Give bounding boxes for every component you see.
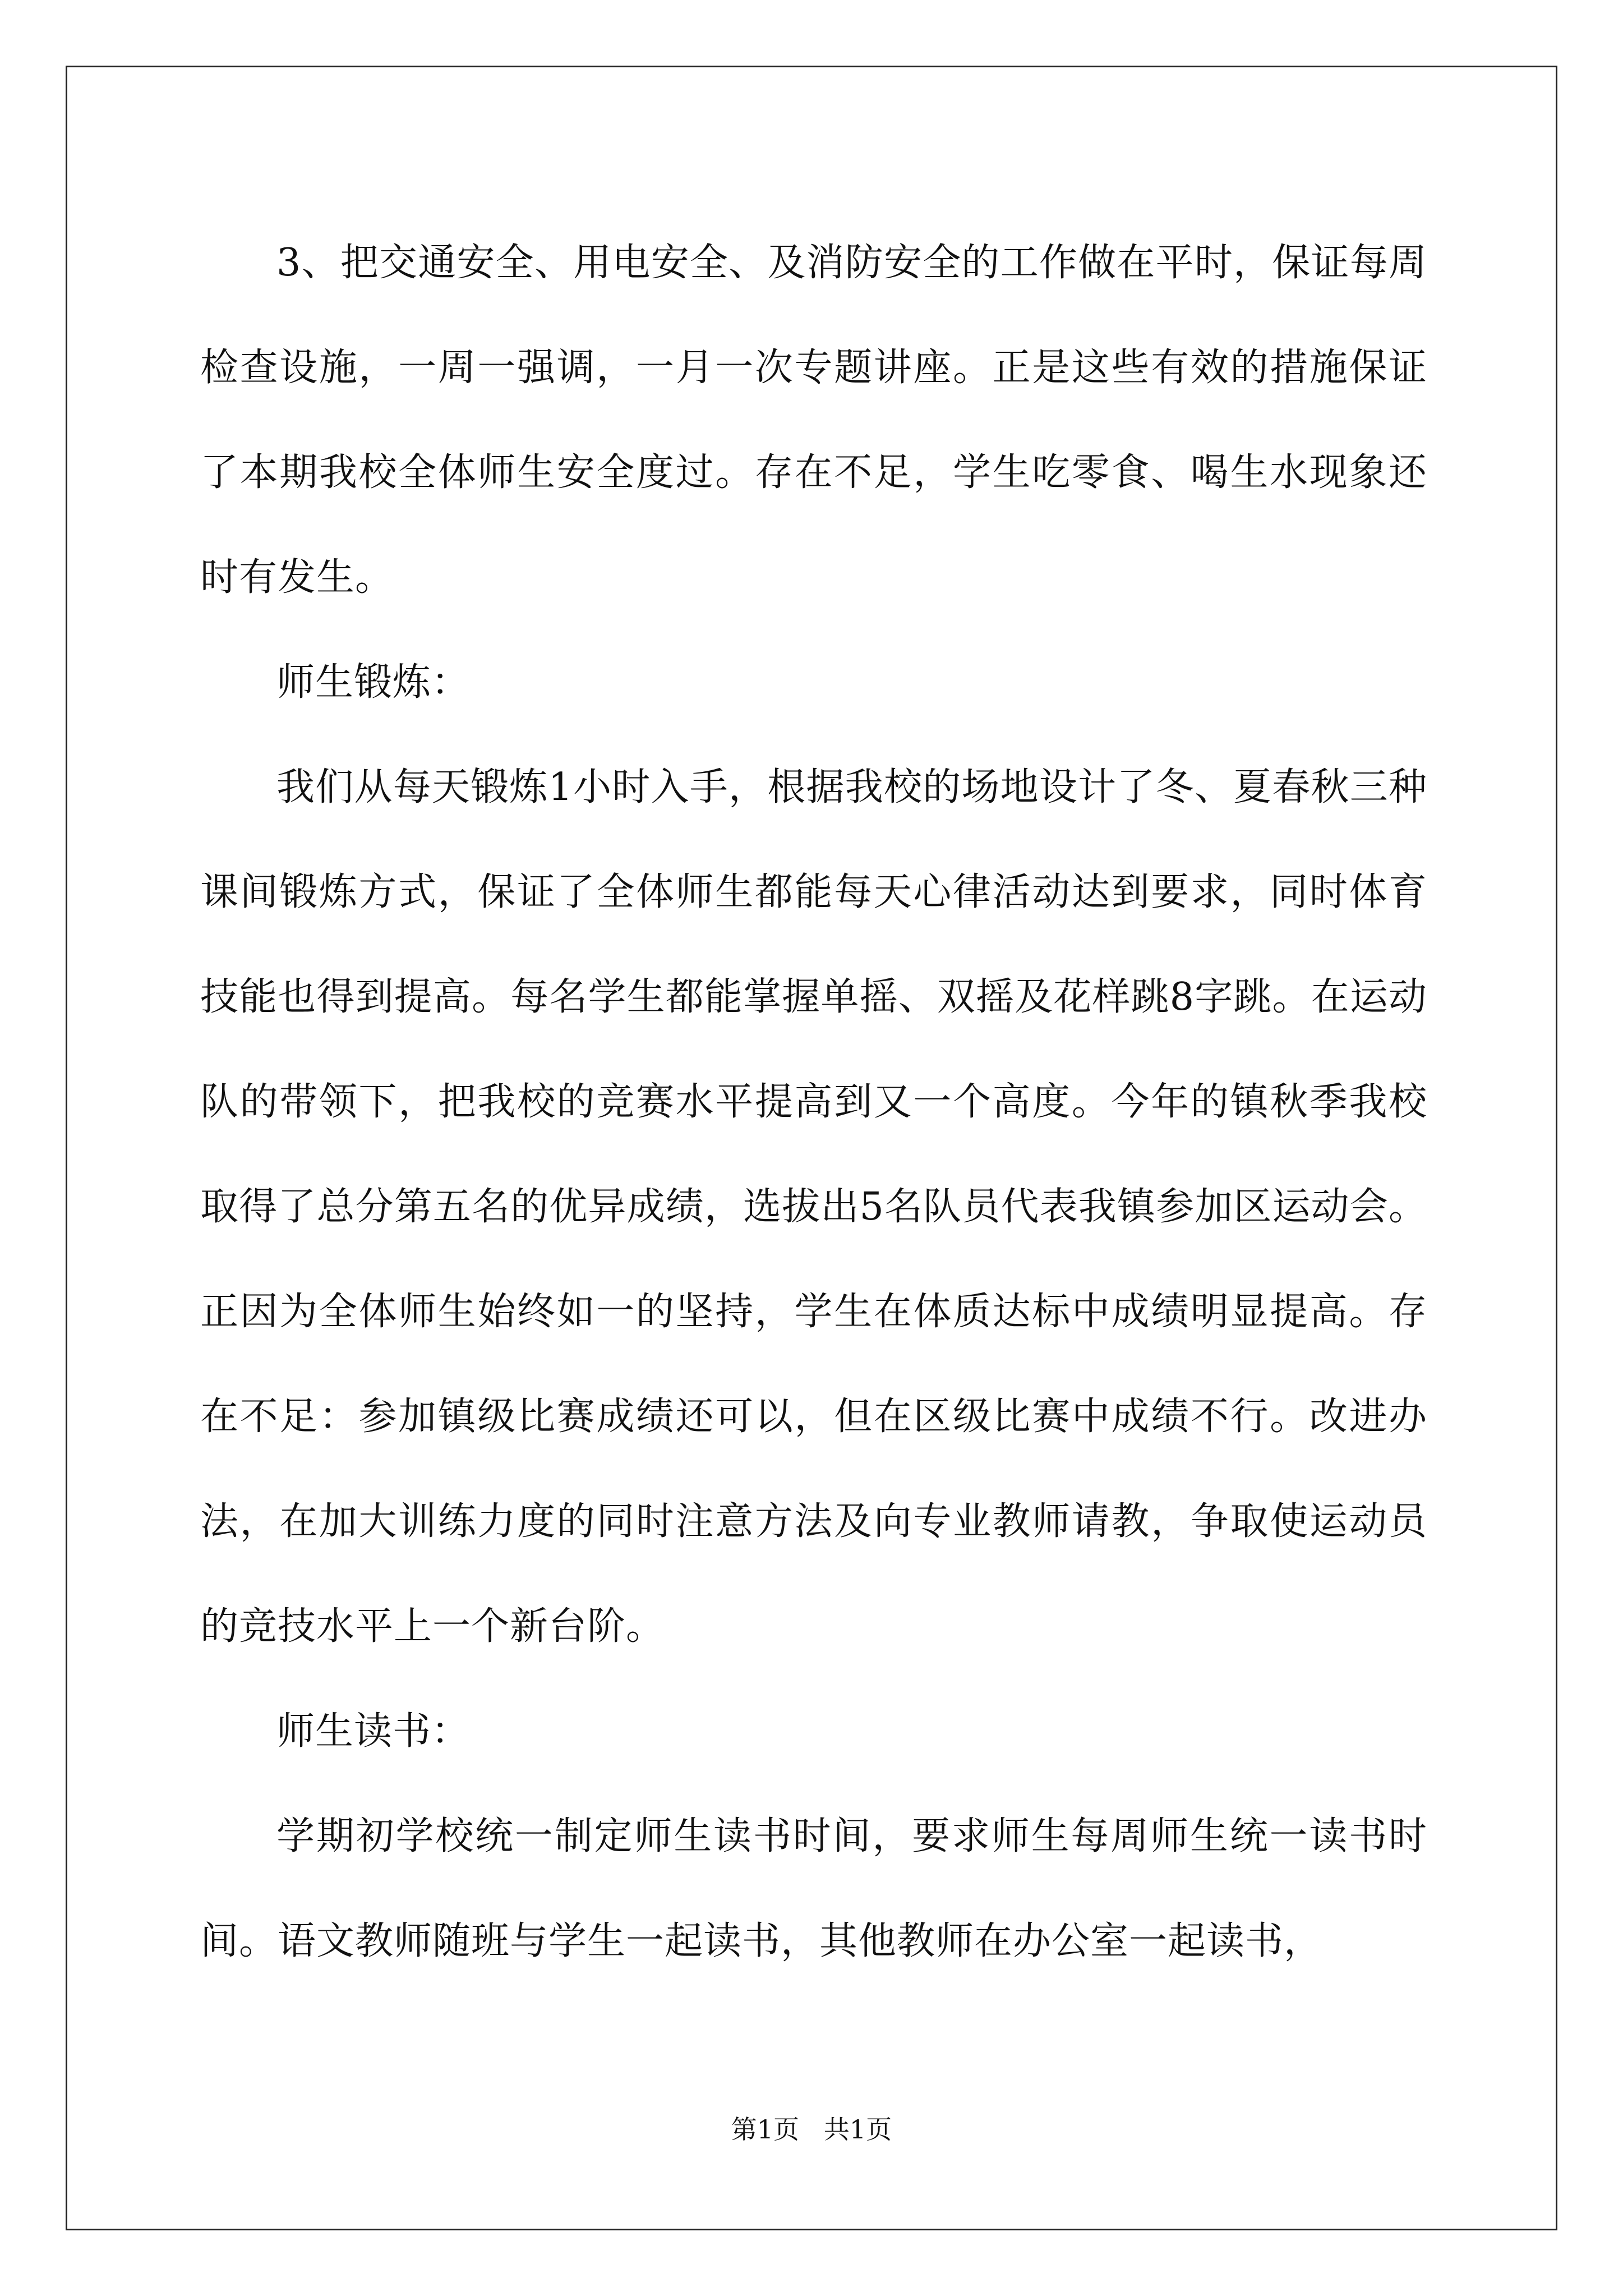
paragraph-safety-measures: 3、把交通安全、用电安全、及消防安全的工作做在平时，保证每周检查设施，一周一强调，一月一次专题讲座。正是这些有效的措施保证了本期我校全体师生安全度过。存在不足，学生吃零食、喝生水现象还时有发生。 — [200, 241, 1427, 600]
paragraph-reading: 学期初学校统一制定师生读书时间，要求师生每周师生统一读书时间。语文教师随班与学生一起读书，其他教师在办公室一起读书， — [200, 1814, 1427, 1963]
heading-exercise: 师生锻炼： — [276, 660, 471, 705]
paragraph-exercise: 我们从每天锻炼1小时入手，根据我校的场地设计了冬、夏春秋三种课间锻炼方式，保证了全体师生都能每天心律活动达到要求，同时体育技能也得到提高。每名学生都能掌握单摇、双摇及花样跳8字跳。在运动队的带领下，把我校的竞赛水平提高到又一个高度。今年的镇秋季我校取得了总分第五名的优异成绩，选拔出5名队员代表我镇参加区运动会。正因为全体师生始终如一的坚持，学生在体质达标中成绩明显提高。存在不足：参加镇级比赛成绩还可以，但在区级比赛中成绩不行。改进办法，在加大训练力度的同时注意方法及向专业教师请教，争取使运动员的竞技水平上一个新台阶。 — [200, 765, 1427, 1649]
document-body — [200, 210, 1427, 1994]
page-footer: 第1页 共1页 — [731, 2114, 892, 2145]
heading-reading: 师生读书： — [276, 1709, 471, 1754]
